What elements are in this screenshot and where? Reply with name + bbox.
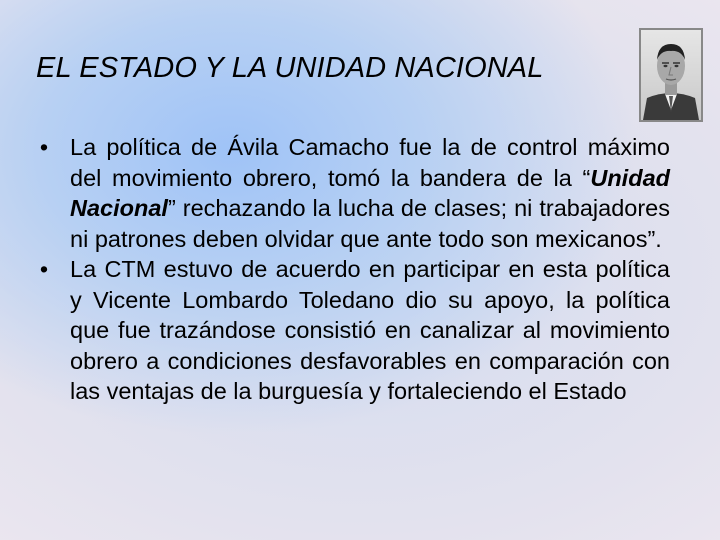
portrait-photo bbox=[639, 28, 703, 122]
bullet-text-after: ” rechazando la lucha de clases; ni trabajadores ni patrones deben olvidar que ante todo son mexicanos”. bbox=[70, 195, 670, 252]
bullet-list bbox=[34, 132, 670, 407]
bullet-text: La CTM estuvo de acuerdo en participar en esta política y Vicente Lombardo Toledano dio su apoyo, la política que fue trazándose consistió en canalizar al movimiento obrero a condiciones desfavorables en comparación con las ventajas de la burguesía y fortaleciendo el Estado bbox=[70, 256, 670, 404]
bullet-marker: • bbox=[39, 256, 49, 282]
list-item bbox=[34, 254, 670, 407]
bullet-marker: • bbox=[39, 134, 49, 160]
slide-title: EL ESTADO Y LA UNIDAD NACIONAL bbox=[36, 52, 544, 84]
bullet-emphasis: Unidad Nacional bbox=[70, 164, 670, 221]
portrait-image bbox=[641, 30, 701, 120]
bullet-text-before: La política de Ávila Camacho fue la de control máximo del movimiento obrero, tomó la bandera de la “ bbox=[70, 134, 670, 191]
list-item bbox=[34, 132, 670, 254]
